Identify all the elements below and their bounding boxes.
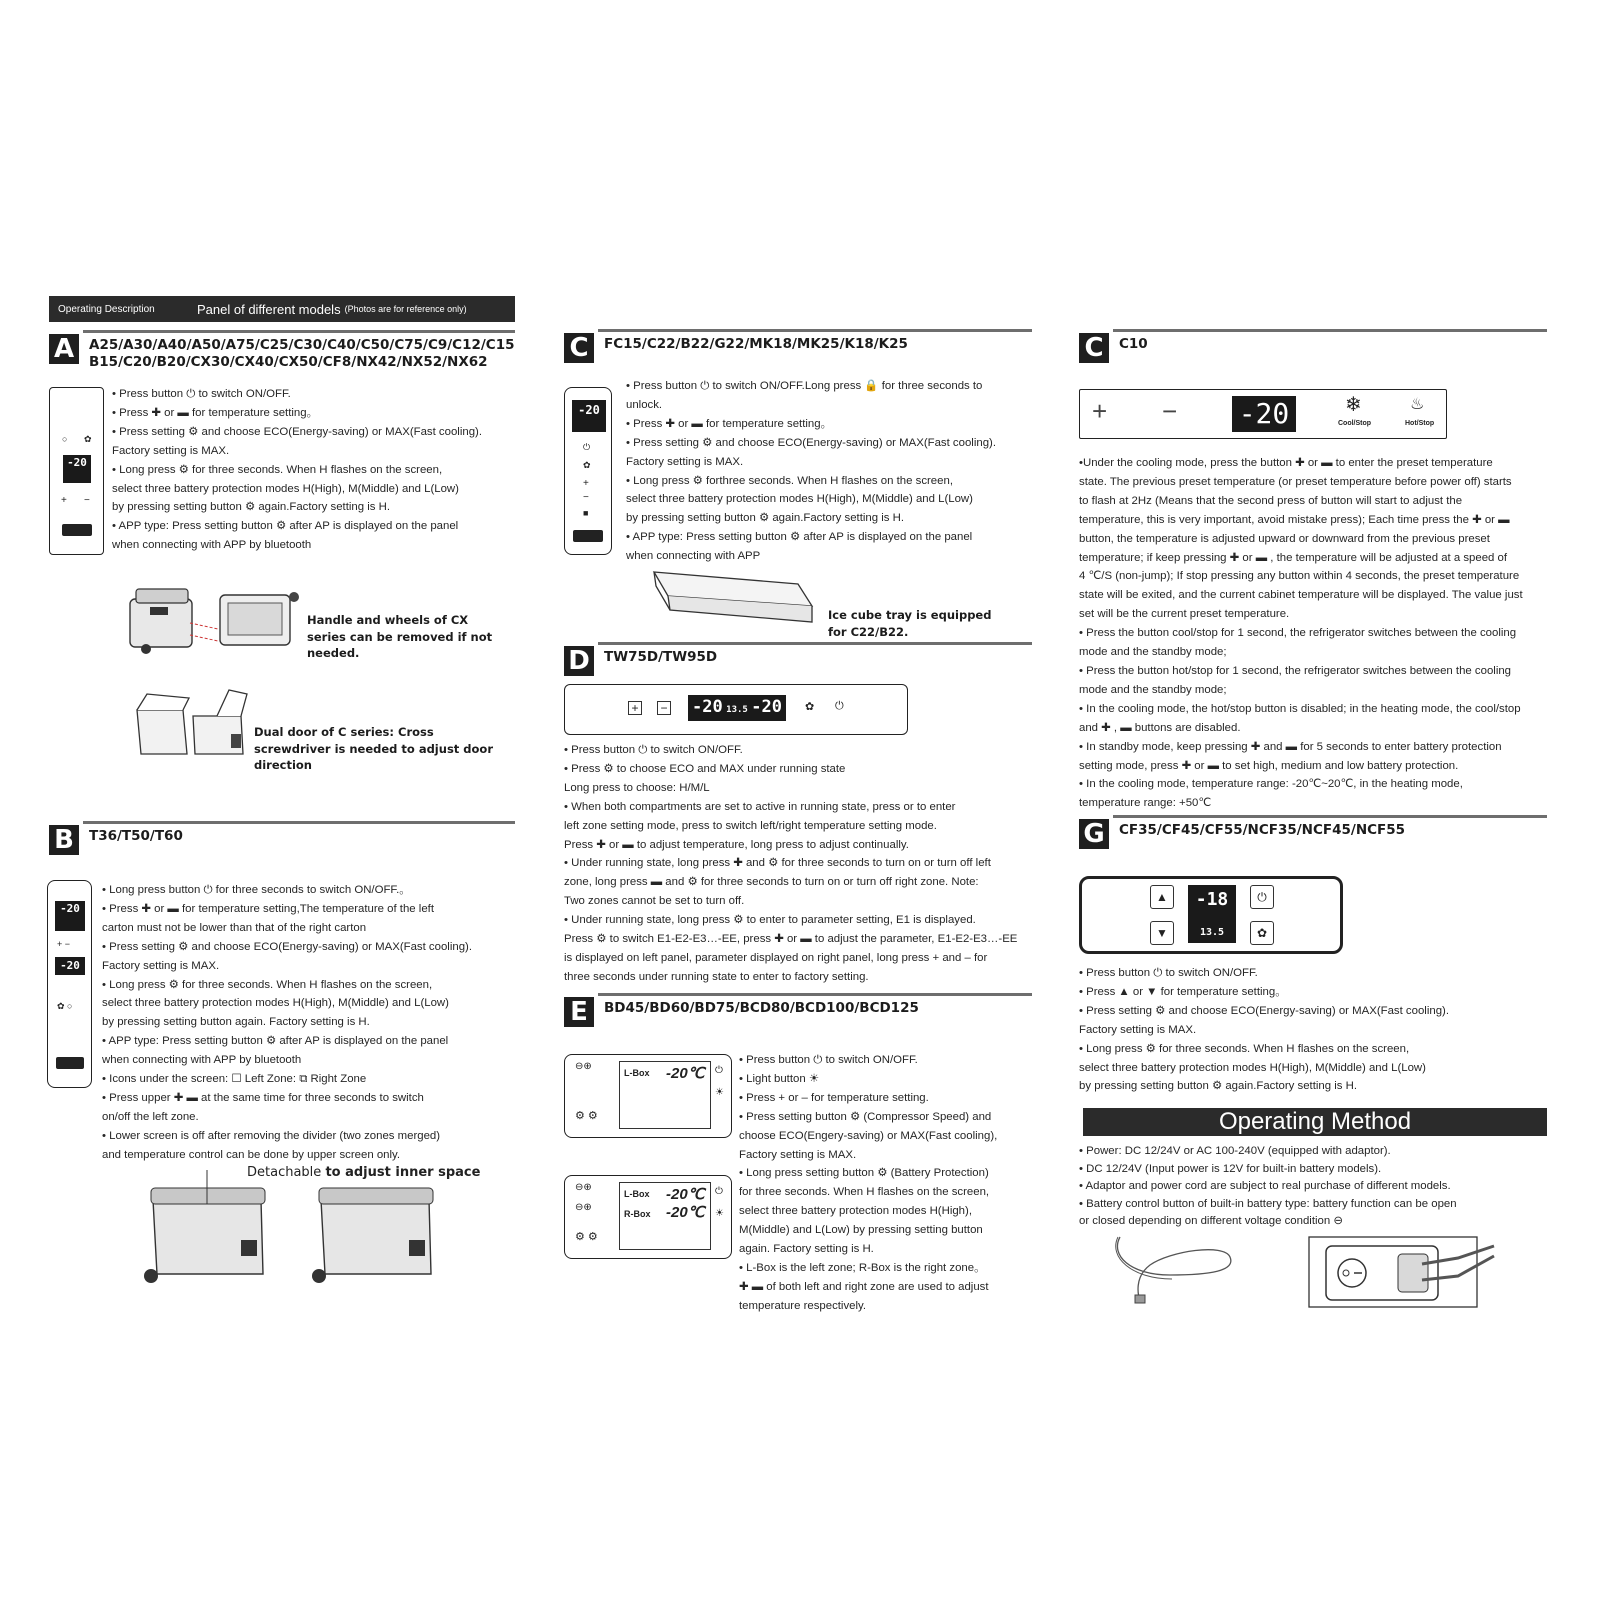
section-e-header [564,997,919,1027]
text-line: to flash at 2Hz (Means that the second press of button will start to adjust the [1079,494,1463,507]
detachable-label: Detachable [247,1165,322,1180]
battery-button-icon [62,524,92,536]
lcd-value-small: 13.5 [726,705,748,715]
text-line: unlock. [626,398,663,411]
text-line: • APP type: Press setting button ⚙ after AP is displayed on the panel [112,520,459,533]
lock-icon: ■ [583,508,589,518]
title-note: (Photos are for reference only) [344,304,467,314]
section-letter: C [1079,333,1109,363]
text-line: • Press ⚙ to choose ECO and MAX under running state [564,762,846,775]
section-models: TW75D/TW95D [604,649,718,665]
battery-button-icon [573,530,603,542]
lcd-display-upper [55,901,85,931]
text-line: • Power: DC 12/24V or AC 100-240V (equipped with adaptor). [1079,1145,1391,1157]
text-line: • Battery control button of built-in battery type: battery function can be open [1079,1197,1457,1210]
section-a-text [112,385,512,555]
heater-icon: ♨ [1410,396,1425,413]
text-line: three seconds under running state to enter to factory setting. [564,970,869,983]
power-icon: ⏻ [1250,885,1274,909]
section-letter: C [564,333,594,363]
text-line: and temperature control can be done by upper screen only. [102,1148,401,1161]
ice-tray-caption: Ice cube tray is equipped for C22/B22. [828,608,992,639]
text-line: • APP type: Press setting button ⚙ after AP is displayed on the panel [626,531,973,544]
panel-e-single-illustration [564,1054,732,1138]
lcd-display [1188,885,1236,943]
t-series-fridge-illustration [143,1180,463,1285]
text-line: • In standby mode, keep pressing ✚ and ▬ for 5 seconds to enter battery protection [1079,740,1502,753]
text-line: • Press setting ⚙ and choose ECO(Energy-saving) or MAX(Fast cooling). [112,425,482,438]
text-line: • Press the button hot/stop for 1 second, the refrigerator switches between the cooling [1079,664,1512,677]
text-line: setting mode, press ✚ or ▬ to set high, medium and low battery protection. [1079,759,1459,772]
text-line: Factory setting is MAX. [626,455,744,468]
text-line: temperature range: +50℃ [1079,797,1212,810]
text-line: M(Middle) and L(Low) by pressing setting button [739,1224,983,1237]
section-g-header [1079,819,1405,849]
light-icon: ☀ [715,1208,724,1219]
light-icon: ☀ [715,1087,724,1098]
text-line: • Press button ⏻ to switch ON/OFF. [564,744,743,756]
panel-d-illustration [564,684,908,735]
text-line: • Press button ⏻ to switch ON/OFF. [112,388,291,400]
detachable-caption [247,1165,480,1180]
cx-series-caption: Handle and wheels of CX series can be removed if not needed. [307,613,493,660]
text-line: when connecting with APP by bluetooth [112,539,312,552]
section-models: A25/A30/A40/A50/A75/C25/C30/C40/C50/C75/C9/C12/C15 B15/C20/B20/CX30/CX40/CX50/CF8/NX42/NX52/NX62 [89,337,515,370]
text-line: • Press ✚ or ▬ for temperature setting。 [112,406,318,419]
snowflake-icon: ❄ [1345,394,1362,416]
text-line: • Press ▲ or ▼ for temperature setting。 [1079,985,1287,998]
c-series-caption: Dual door of C series: Cross screwdriver is needed to adjust door direction [254,725,493,772]
text-line: select three battery protection modes H(High), M(Middle) and L(Low) [626,493,973,506]
text-line: select three battery protection modes H(High), [739,1205,972,1218]
minus-icon: − [583,492,589,503]
text-line: Press ⚙ to switch E1-E2-E3…-EE, press ✚ or ▬ to adjust the parameter, E1-E2-E3…-EE [564,933,1018,946]
cool-stop-label: Cool/Stop [1338,420,1372,427]
text-line: ✚ ▬ of both left and right zone are used to adjust [739,1280,989,1293]
screen-frame [619,1061,711,1129]
panel-a-illustration [49,387,104,555]
operating-method-title: Operating Method [1083,1108,1547,1136]
text-line: • DC 12/24V (Input power is 12V for built-in battery models). [1079,1162,1382,1175]
power-icon: ⏻ [715,1186,723,1197]
text-line: Factory setting is MAX. [1079,1023,1197,1036]
text-line: • Lower screen is off after removing the divider (two zones merged) [102,1129,441,1142]
power-icon: ⏻ [835,700,844,712]
dot-icon: ○ [62,434,68,444]
cx-series-fridge-illustration [128,585,303,657]
section-models: FC15/C22/B22/G22/MK18/MK25/K18/K25 [604,336,908,352]
hot-stop-label: Hot/Stop [1405,420,1435,427]
minus-plus-icon: ⊖⊕ [575,1182,592,1193]
text-line: select three battery protection modes H(High), M(Middle) and L(Low) [102,997,449,1010]
section-d-text [564,741,1034,987]
text-line: •Under the cooling mode, press the button ✚ or ▬ to enter the preset temperature [1079,457,1493,469]
section-models: C10 [1119,336,1148,352]
text-line: • Press setting ⚙ and choose ECO(Energy-saving) or MAX(Fast cooling). [102,940,472,953]
text-line: zone, long press ▬ and ⚙ for three seconds to turn on or turn off right zone. Note: [564,876,979,889]
text-line: by pressing setting button again. Factory setting is H. [102,1016,370,1029]
lcd-value: -20℃ [666,1065,705,1082]
text-line: button, the temperature is adjusted upward or downward from the previous preset [1079,532,1490,545]
section-letter: E [564,997,594,1027]
text-line: mode and the standby mode; [1079,683,1227,696]
text-line: Two zones cannot be set to turn off. [564,895,745,908]
power-cord-illustration [1110,1235,1240,1305]
section-letter: G [1079,819,1109,849]
text-line: • Press ✚ or ▬ for temperature setting。 [626,417,832,430]
text-line: • Press upper ✚ ▬ at the same time for three seconds to switch [102,1091,424,1104]
panel-e-dual-illustration [564,1175,732,1259]
gear-icon: ⚙ ⚙ [575,1231,598,1243]
text-line: set will be the current preset temperature. [1079,608,1290,621]
battery-button-icon [56,1057,84,1069]
text-line: • Long press ⚙ for three seconds. When H flashes on the screen, [102,978,433,991]
text-line: • Long press setting button ⚙ (Battery Protection) [739,1167,989,1180]
lbox-label: L-Box [624,1189,650,1199]
text-line: left zone setting mode, press to switch left/right temperature setting mode. [564,819,937,832]
plus-icon: + − [57,939,71,949]
rbox-label: R-Box [624,1209,651,1219]
minus-icon: − [1162,396,1178,426]
section-c2-header [1079,333,1148,363]
screen-frame [619,1182,711,1250]
plus-icon: + [1092,396,1108,426]
text-line: • Icons under the screen: ☐ Left Zone: ⧉ Right Zone [102,1073,367,1086]
section-c2-text [1079,454,1569,813]
text-line: • Long press ⚙ for three seconds. When H flashes on the screen, [1079,1042,1410,1055]
arrow-up-icon: ▲ [1150,885,1174,909]
text-line: select three battery protection modes H(High), M(Middle) and L(Low) [112,482,459,495]
power-icon: ⏻ [583,442,591,452]
text-line: • APP type: Press setting button ⚙ after AP is displayed on the panel [102,1035,449,1048]
panel-g-illustration [1079,876,1343,954]
text-line: on/off the left zone. [102,1110,199,1123]
text-line: temperature; if keep pressing ✚ or ▬ , the temperature will be adjusted at a speed of [1079,551,1508,564]
text-line: • Adaptor and power cord are subject to real purchase of different models. [1079,1180,1451,1193]
lcd-value-left: -20 [692,697,723,717]
minus-plus-icon: ⊖⊕ [575,1202,592,1213]
section-a-header [49,334,515,371]
text-line: or closed depending on different voltage condition ⊖ [1079,1215,1343,1228]
minus-icon: − [84,495,90,506]
text-line: • In the cooling mode, temperature range: -20℃~20℃, in the heating mode, [1079,778,1463,791]
lcd-value: -20 [578,403,600,417]
gear-icon: ⚙ ⚙ [575,1110,598,1122]
section-models: BD45/BD60/BD75/BCD80/BCD100/BCD125 [604,1000,919,1016]
text-line: mode and the standby mode; [1079,646,1227,659]
text-line: is displayed on left panel, parameter displayed on right panel, long press + and – for [564,951,988,964]
section-models: CF35/CF45/CF55/NCF35/NCF45/NCF55 [1119,822,1406,838]
text-line: Factory setting is MAX. [739,1148,857,1161]
text-line: temperature respectively. [739,1299,867,1312]
section-b-header [49,825,183,855]
lcd-value: -18 [1195,889,1229,910]
lcd-display [1232,396,1296,432]
text-line: Factory setting is MAX. [102,959,220,972]
page-title: Panel of different models [197,301,341,317]
text-line: Long press to choose: H/M/L [564,781,710,794]
section-label: Operating Description [58,303,155,315]
section-b-text [102,881,502,1165]
header-banner [49,296,515,322]
text-line: state. The previous preset temperature (or preset temperature before power off) starts [1079,475,1512,488]
lcd-value-small: 13.5 [1199,927,1225,938]
text-line: • Under running state, long press ⚙ to enter to parameter setting, E1 is displayed. [564,914,976,927]
text-line: • Long press button ⏻ for three seconds to switch ON/OFF.。 [102,884,411,896]
text-line: • Press + or – for temperature setting. [739,1091,929,1104]
text-line: • Press the button cool/stop for 1 second, the refrigerator switches between the cooling [1079,627,1517,640]
lcd-value: -20 [67,456,87,469]
lcd-display [688,695,786,721]
lcd-value: -20 [60,959,80,972]
text-line: for three seconds. When H flashes on the screen, [739,1186,990,1199]
lcd-display [572,400,606,432]
lbox-label: L-Box [624,1068,650,1078]
lcd-value: -20 [1238,397,1290,430]
arrow-down-icon: ▼ [1150,921,1174,945]
gear-icon: ✿ [84,434,92,444]
gear-icon: ✿ [805,701,815,713]
lcd-value: -20℃ [666,1204,705,1221]
text-line: • Press button ⏻ to switch ON/OFF. [739,1054,918,1066]
text-line: state will be exited, and the current cabinet temperature will be displayed. The value just [1079,589,1523,602]
gear-icon: ✿ [1250,921,1274,945]
panel-c2-illustration [1079,389,1447,439]
battery-switch-illustration [1308,1236,1498,1310]
ice-cube-tray-illustration [648,566,818,626]
gear-icon: ✿ [583,460,591,470]
text-line: • Press setting ⚙ and choose ECO(Energy-saving) or MAX(Fast cooling). [1079,1004,1449,1017]
minus-icon: − [657,701,671,715]
detachable-bold-label: to adjust inner space [325,1165,481,1180]
text-line: • Light button ☀ [739,1072,820,1085]
section-letter: D [564,646,594,676]
text-line: when connecting with APP by bluetooth [102,1054,302,1067]
plus-icon: + [628,701,642,715]
plus-icon: + [583,478,589,489]
lcd-value: -20℃ [666,1186,705,1203]
text-line: by pressing setting button ⚙ again.Factory setting is H. [112,501,391,514]
section-models: T36/T50/T60 [89,828,183,844]
text-line: Factory setting is MAX. [112,444,230,457]
text-line: carton must not be lower than that of the right carton [102,921,367,934]
gear-icon: ✿ ○ [57,1001,73,1011]
text-line: and ✚ , ▬ buttons are disabled. [1079,721,1241,734]
text-line: • Press setting ⚙ and choose ECO(Energy-saving) or MAX(Fast cooling). [626,436,996,449]
text-line: • Press setting button ⚙ (Compressor Speed) and [739,1110,992,1123]
minus-plus-icon: ⊖⊕ [575,1061,592,1072]
section-c1-text [626,377,1026,566]
lcd-value-right: -20 [751,697,782,717]
text-line: temperature, this is very important, avoid mistake press); Each time press the ✚ or ▬ [1079,513,1510,526]
text-line: • When both compartments are set to active in running state, press or to enter [564,800,956,813]
text-line: when connecting with APP [626,550,761,563]
c-series-fridge-illustration [133,690,253,760]
power-icon: ⏻ [715,1065,723,1076]
text-line: • Long press ⚙ for three seconds. When H flashes on the screen, [112,463,443,476]
section-letter: A [49,334,79,364]
section-e-text [739,1051,1029,1316]
text-line: • In the cooling mode, the hot/stop button is disabled; in the heating mode, the cool/stop [1079,702,1521,715]
text-line: Press ✚ or ▬ to adjust temperature, long press to adjust continually. [564,838,909,851]
text-line: • Press button ⏻ to switch ON/OFF.Long press 🔒 for three seconds to [626,380,983,392]
text-line: choose ECO(Engery-saving) or MAX(Fast cooling), [739,1129,998,1142]
text-line: • Press button ⏻ to switch ON/OFF. [1079,967,1258,979]
text-line: by pressing setting button ⚙ again.Factory setting is H. [1079,1080,1358,1093]
lcd-display [63,455,91,483]
section-letter: B [49,825,79,855]
lcd-value: -20 [60,902,80,915]
text-line: by pressing setting button ⚙ again.Factory setting is H. [626,512,905,525]
text-line: • Press ✚ or ▬ for temperature setting,The temperature of the left [102,902,434,915]
lcd-display-lower [55,957,85,975]
section-d-header [564,646,717,676]
panel-c1-illustration [564,387,612,555]
section-c1-header [564,333,908,363]
text-line: • L-Box is the left zone; R-Box is the right zone。 [739,1261,986,1274]
text-line: again. Factory setting is H. [739,1243,874,1256]
panel-b-illustration [47,880,92,1088]
operating-method-text [1079,1143,1559,1231]
text-line: 4 ℃/S (non-jump); If stop pressing any button within 4 seconds, the preset temperature [1079,570,1520,583]
plus-icon: + [61,495,67,506]
text-line: select three battery protection modes H(High), M(Middle) and L(Low) [1079,1061,1426,1074]
text-line: • Long press ⚙ forthree seconds. When H flashes on the screen, [626,474,953,487]
text-line: • Under running state, long press ✚ and ⚙ for three seconds to turn on or turn off left [564,857,991,870]
section-g-text [1079,964,1559,1096]
